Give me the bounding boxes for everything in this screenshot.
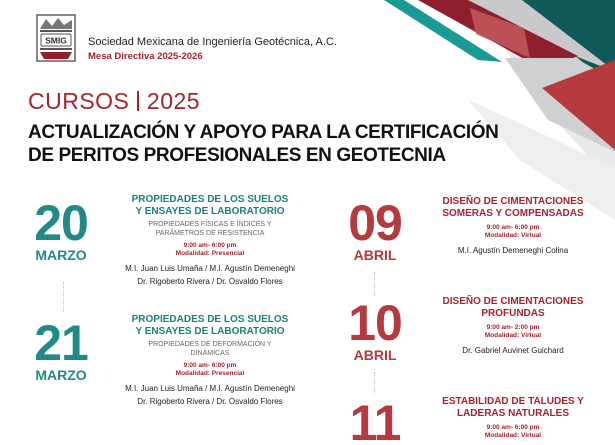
course-title — [100, 194, 320, 218]
date-11 — [332, 395, 418, 445]
course-time: 9:00 am- 2:00 pm — [486, 324, 540, 331]
course-subtitle — [100, 340, 320, 358]
date-20-marzo — [20, 195, 102, 264]
course-instructors: M.I. Agustín Demeneghi Colina — [457, 246, 569, 255]
dotted-separator-right-1 — [374, 272, 375, 296]
course-title-line-2: LADERAS NATURALES — [456, 408, 570, 419]
date-10-abril — [332, 295, 418, 364]
cursos-heading — [28, 88, 200, 115]
instructors-line-1: M.I. Juan Luis Umaña / M.I. Agustín Demeneghi — [125, 384, 295, 393]
dotted-separator-left — [63, 282, 64, 312]
course-modality: Modalidad: Virtual — [484, 332, 542, 339]
course-time: 9:00 am- 6:00 pm — [183, 362, 237, 369]
course-title — [100, 314, 320, 338]
day-number: 09 — [348, 195, 402, 251]
heading-divider — [137, 91, 139, 111]
course-title-line-2: PROFUNDAS — [481, 308, 545, 319]
course-subtitle-line-1: PROPIEDADES DE DEFORMACIÓN Y — [148, 341, 272, 348]
course-title — [418, 396, 608, 420]
svg-text:SMIG: SMIG — [45, 35, 67, 46]
date-09-abril — [332, 195, 418, 264]
course-title — [418, 296, 608, 320]
course-estabilidad-taludes — [418, 396, 608, 440]
course-time: 9:00 am- 6:00 pm — [486, 224, 540, 231]
course-title-line-2: SOMERAS Y COMPENSADAS — [442, 208, 584, 219]
main-title — [28, 121, 498, 167]
course-modality: Modalidad: Virtual — [484, 232, 542, 239]
instructors-line-2: Dr. Rigoberto Rivera / Dr. Osvaldo Flores — [137, 277, 283, 286]
day-month: ABRIL — [353, 247, 397, 263]
instructors-line-1: M.I. Juan Luis Umaña / M.I. Agustín Demeneghi — [125, 264, 295, 273]
course-title-line-1: PROPIEDADES DE LOS SUELOS — [131, 314, 289, 325]
day-number: 21 — [34, 315, 88, 371]
title-line-1: ACTUALIZACIÓN Y APOYO PARA LA CERTIFICACIÓN — [28, 122, 499, 143]
course-time: 9:00 am- 6:00 pm — [183, 242, 237, 249]
course-instructors — [100, 262, 320, 288]
day-month: MARZO — [35, 367, 87, 383]
title-line-2: DE PERITOS PROFESIONALES EN GEOTECNIA — [28, 145, 446, 166]
course-title-line-1: DISEÑO DE CIMENTACIONES — [442, 196, 584, 207]
day-month: ABRIL — [353, 347, 397, 363]
course-title-line-1: DISEÑO DE CIMENTACIONES — [442, 296, 584, 307]
course-cimentaciones-profundas — [418, 296, 608, 357]
course-title — [418, 196, 608, 220]
mesa-directiva: Mesa Directiva 2025-2026 — [88, 51, 203, 62]
course-propiedades-1 — [100, 194, 320, 288]
course-instructors: Dr. Gabriel Auvinet Guichard — [462, 346, 564, 355]
course-propiedades-2 — [100, 314, 320, 408]
smig-logo — [36, 14, 76, 62]
cursos-year: 2025 — [146, 88, 201, 114]
course-title-line-2: Y ENSAYES DE LABORATORIO — [135, 206, 285, 217]
day-month: MARZO — [35, 247, 87, 263]
day-number: 11 — [349, 395, 401, 445]
dotted-separator-right-2 — [374, 372, 375, 394]
day-number: 20 — [34, 195, 88, 251]
course-subtitle-line-2: DINÁMICAS — [190, 350, 230, 357]
course-title-line-1: ESTABILIDAD DE TALUDES Y — [442, 396, 584, 407]
course-subtitle-line-2: PARÁMETROS DE RESISTENCIA — [155, 230, 265, 237]
date-21-marzo — [20, 315, 102, 384]
instructors-line-2: Dr. Rigoberto Rivera / Dr. Osvaldo Flores — [137, 397, 283, 406]
course-title-line-2: Y ENSAYES DE LABORATORIO — [135, 326, 285, 337]
course-modality: Modalidad: Presencial — [175, 370, 245, 377]
course-instructors — [100, 382, 320, 408]
course-subtitle — [100, 220, 320, 238]
course-time: 9:00 am- 6:00 pm — [486, 424, 540, 431]
course-modality: Modalidad: Presencial — [175, 250, 245, 257]
course-modality: Modalidad: Virtual — [484, 432, 542, 439]
day-number: 10 — [348, 295, 402, 351]
course-title-line-1: PROPIEDADES DE LOS SUELOS — [131, 194, 289, 205]
organization-name: Sociedad Mexicana de Ingeniería Geotécnica, A.C. — [88, 36, 337, 48]
course-cimentaciones-someras — [418, 196, 608, 257]
cursos-label: CURSOS — [28, 88, 130, 114]
course-subtitle-line-1: PROPIEDADES FÍSICAS E ÍNDICES Y — [148, 221, 272, 228]
